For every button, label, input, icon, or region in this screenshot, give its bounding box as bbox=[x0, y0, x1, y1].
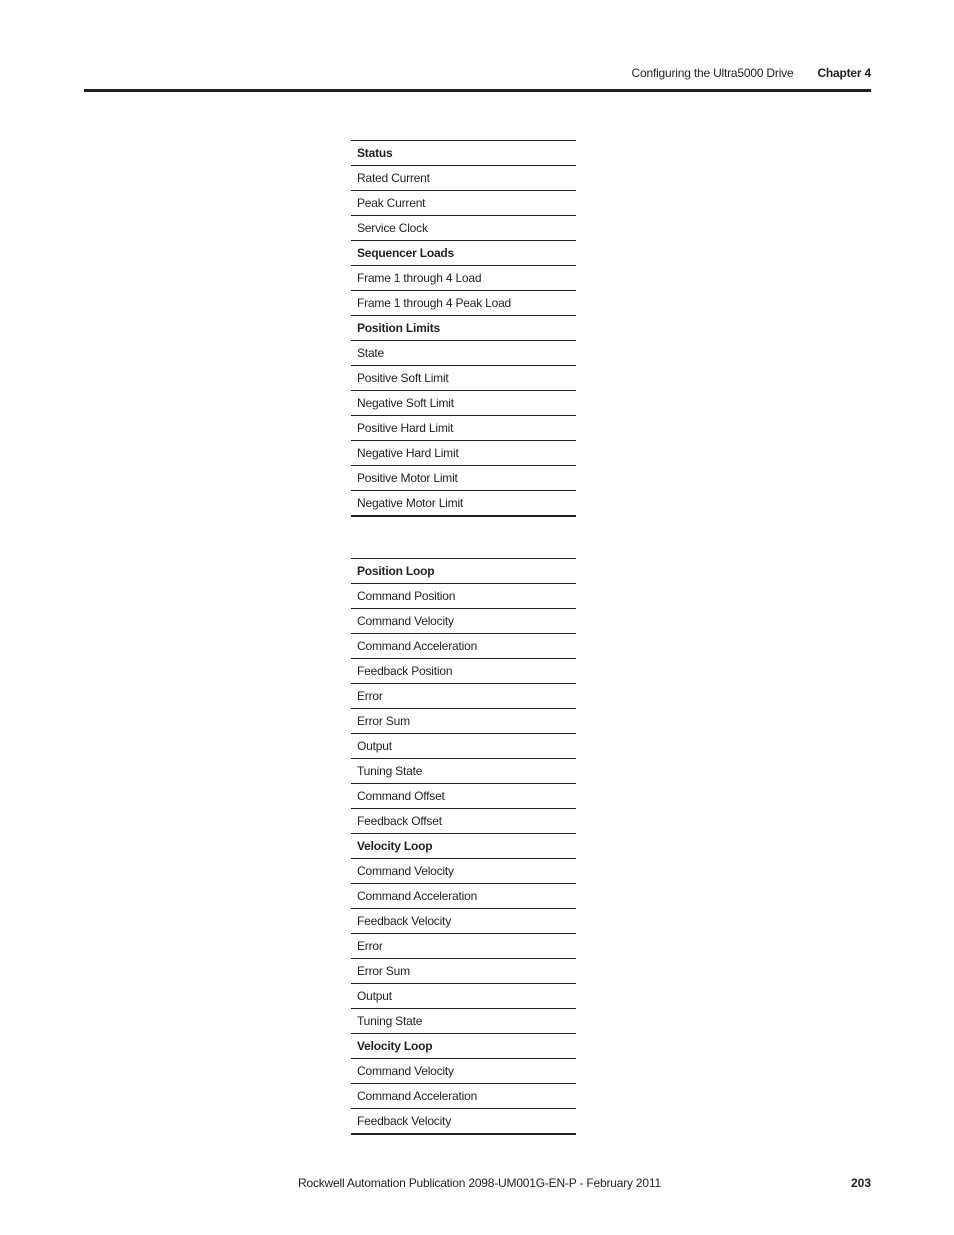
parameter-cell: Feedback Velocity bbox=[351, 1109, 576, 1135]
publication-line: Rockwell Automation Publication 2098-UM001G-EN-P - February 2011 bbox=[298, 1176, 661, 1190]
table-row bbox=[351, 609, 576, 634]
table-row bbox=[351, 466, 576, 491]
table-row bbox=[351, 1109, 576, 1135]
section-title: Configuring the Ultra5000 Drive bbox=[631, 66, 794, 80]
table-row bbox=[351, 366, 576, 391]
table-section-heading bbox=[351, 559, 576, 584]
section-heading-cell: Position Loop bbox=[351, 559, 576, 584]
parameter-cell: Negative Soft Limit bbox=[351, 391, 576, 416]
table-row bbox=[351, 634, 576, 659]
parameter-table-status bbox=[351, 140, 576, 517]
table-section-heading bbox=[351, 1034, 576, 1059]
parameter-cell: Command Acceleration bbox=[351, 1084, 576, 1109]
table-row bbox=[351, 584, 576, 609]
parameter-cell: Output bbox=[351, 734, 576, 759]
section-heading-cell: Sequencer Loads bbox=[351, 241, 576, 266]
table-row bbox=[351, 1084, 576, 1109]
parameter-table-loops bbox=[351, 558, 576, 1135]
parameter-cell: Command Velocity bbox=[351, 1059, 576, 1084]
parameter-cell: Command Velocity bbox=[351, 609, 576, 634]
table-row bbox=[351, 859, 576, 884]
section-heading-cell: Status bbox=[351, 141, 576, 166]
table-row bbox=[351, 709, 576, 734]
parameter-cell: Tuning State bbox=[351, 1009, 576, 1034]
table-row bbox=[351, 291, 576, 316]
table-row bbox=[351, 341, 576, 366]
parameter-cell: Feedback Position bbox=[351, 659, 576, 684]
table-section-heading bbox=[351, 141, 576, 166]
table-row bbox=[351, 416, 576, 441]
table-row bbox=[351, 391, 576, 416]
table-row bbox=[351, 759, 576, 784]
section-heading-cell: Velocity Loop bbox=[351, 1034, 576, 1059]
parameter-cell: Command Offset bbox=[351, 784, 576, 809]
header-rule bbox=[84, 89, 871, 92]
table-row bbox=[351, 734, 576, 759]
parameter-cell: Feedback Velocity bbox=[351, 909, 576, 934]
table-section-heading bbox=[351, 241, 576, 266]
chapter-label: Chapter 4 bbox=[817, 66, 871, 80]
table-row bbox=[351, 959, 576, 984]
parameter-cell: Positive Soft Limit bbox=[351, 366, 576, 391]
parameter-cell: Error Sum bbox=[351, 709, 576, 734]
parameter-cell: Error bbox=[351, 934, 576, 959]
table-row bbox=[351, 441, 576, 466]
section-heading-cell: Position Limits bbox=[351, 316, 576, 341]
table-row bbox=[351, 984, 576, 1009]
parameter-cell: Tuning State bbox=[351, 759, 576, 784]
parameter-cell: Output bbox=[351, 984, 576, 1009]
parameter-cell: Rated Current bbox=[351, 166, 576, 191]
table-row bbox=[351, 1009, 576, 1034]
page-number: 203 bbox=[850, 1176, 871, 1190]
table-body bbox=[351, 141, 576, 517]
parameter-cell: Frame 1 through 4 Peak Load bbox=[351, 291, 576, 316]
parameter-cell: Error bbox=[351, 684, 576, 709]
table-body bbox=[351, 559, 576, 1135]
table-row bbox=[351, 809, 576, 834]
parameter-cell: Command Acceleration bbox=[351, 634, 576, 659]
table-row bbox=[351, 266, 576, 291]
table-row bbox=[351, 216, 576, 241]
parameter-cell: Positive Motor Limit bbox=[351, 466, 576, 491]
parameter-cell: Error Sum bbox=[351, 959, 576, 984]
table-row bbox=[351, 166, 576, 191]
table-row bbox=[351, 684, 576, 709]
table-row bbox=[351, 909, 576, 934]
parameter-cell: Command Velocity bbox=[351, 859, 576, 884]
table-section-heading bbox=[351, 316, 576, 341]
table-row bbox=[351, 884, 576, 909]
table-row bbox=[351, 191, 576, 216]
table-row bbox=[351, 934, 576, 959]
table-row bbox=[351, 1059, 576, 1084]
parameter-cell: Negative Motor Limit bbox=[351, 491, 576, 517]
table-section-heading bbox=[351, 834, 576, 859]
parameter-cell: Command Position bbox=[351, 584, 576, 609]
parameter-cell: Service Clock bbox=[351, 216, 576, 241]
parameter-cell: Command Acceleration bbox=[351, 884, 576, 909]
table-row bbox=[351, 491, 576, 517]
table-row bbox=[351, 659, 576, 684]
table-row bbox=[351, 784, 576, 809]
parameter-cell: Negative Hard Limit bbox=[351, 441, 576, 466]
parameter-cell: Peak Current bbox=[351, 191, 576, 216]
parameter-cell: Feedback Offset bbox=[351, 809, 576, 834]
parameter-cell: State bbox=[351, 341, 576, 366]
parameter-cell: Positive Hard Limit bbox=[351, 416, 576, 441]
running-header bbox=[632, 66, 871, 80]
section-heading-cell: Velocity Loop bbox=[351, 834, 576, 859]
parameter-cell: Frame 1 through 4 Load bbox=[351, 266, 576, 291]
